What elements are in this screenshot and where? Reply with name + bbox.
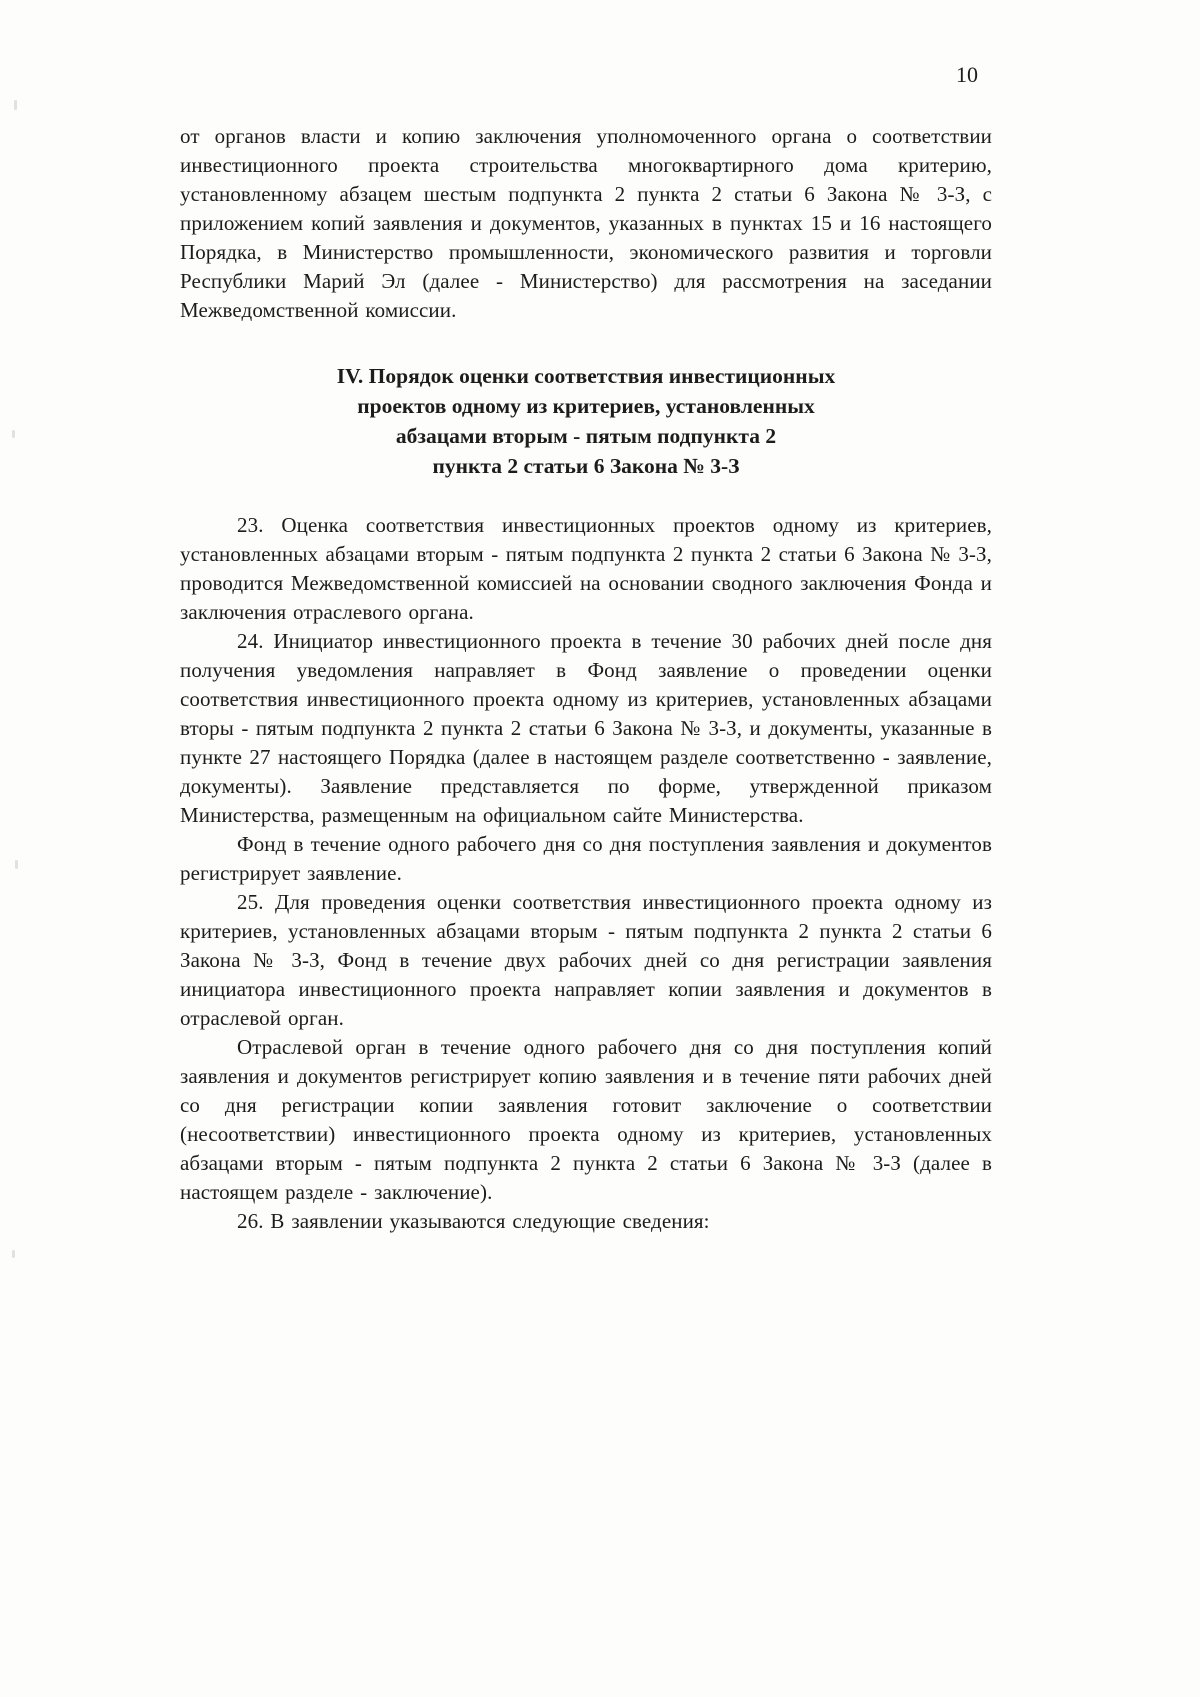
paragraph-26: 26. В заявлении указываются следующие сведения:: [237, 1209, 710, 1233]
scan-artifact: [15, 860, 18, 869]
scan-artifact: [14, 100, 17, 110]
paragraph-23: 23. Оценка соответствия инвестиционных проектов одному из критериев, установленных абзацами вторым - пятым подпункта 2 пункта 2 статьи 6 Закона № 3-З, проводится Межведомственной комиссией на основании сводного заключения Фонда и заключения отраслевого органа.: [180, 513, 992, 624]
paragraph-25-continuation: Отраслевой орган в течение одного рабочего дня со дня поступления копий заявления и документов регистрирует копию заявления и в течение пяти рабочих дней со дня регистрации копии заявления готовит заключение о соответствии (несоответствии) инвестиционного проекта одному из критериев, установленных абзацами вторым - пятым подпункта 2 пункта 2 статьи 6 Закона № 3-З (далее в настоящем разделе - заключение).: [180, 1035, 992, 1204]
paragraph-24: 24. Инициатор инвестиционного проекта в течение 30 рабочих дней после дня получения уведомления направляет в Фонд заявление о проведении оценки соответствия инвестиционного проекта одному из критериев, установленных абзацами вторы - пятым подпункта 2 пункта 2 статьи 6 Закона № 3-З, и документы, указанные в пункте 27 настоящего Порядка (далее в настоящем разделе соответственно - заявление, документы). Заявление представляется по форме, утвержденной приказом Министерства, размещенным на официальном сайте Министерства.: [180, 629, 992, 827]
scan-artifact: [12, 430, 15, 438]
heading-line: абзацами вторым - пятым подпункта 2: [395, 424, 777, 448]
paragraph-24-continuation: Фонд в течение одного рабочего дня со дня поступления заявления и документов регистрирует заявление.: [180, 832, 992, 885]
scan-artifact: [12, 1250, 15, 1258]
document-content: [180, 122, 992, 1236]
heading-line: IV. Порядок оценки соответствия инвестиционных: [336, 364, 836, 388]
paragraph-25: 25. Для проведения оценки соответствия инвестиционного проекта одному из критериев, установленных абзацами вторым - пятым подпункта 2 пункта 2 статьи 6 Закона № 3-З, Фонд в течение двух рабочих дней со дня регистрации заявления инициатора инвестиционного проекта направляет копии заявления и документов в отраслевой орган.: [180, 890, 992, 1030]
paragraph-continuation: от органов власти и копию заключения уполномоченного органа о соответствии инвестиционного проекта строительства многоквартирного дома критерию, установленному абзацем шестым подпункта 2 пункта 2 статьи 6 Закона № 3-З, с приложением копий заявления и документов, указанных в пунктах 15 и 16 настоящего Порядка, в Министерство промышленности, экономического развития и торговли Республики Марий Эл (далее - Министерство) для рассмотрения на заседании Межведомственной комиссии.: [180, 124, 992, 322]
heading-line: проектов одному из критериев, установленных: [357, 394, 815, 418]
heading-line: пункта 2 статьи 6 Закона № 3-З: [432, 454, 740, 478]
section-heading: [180, 361, 992, 481]
page-number: 10: [956, 62, 978, 87]
